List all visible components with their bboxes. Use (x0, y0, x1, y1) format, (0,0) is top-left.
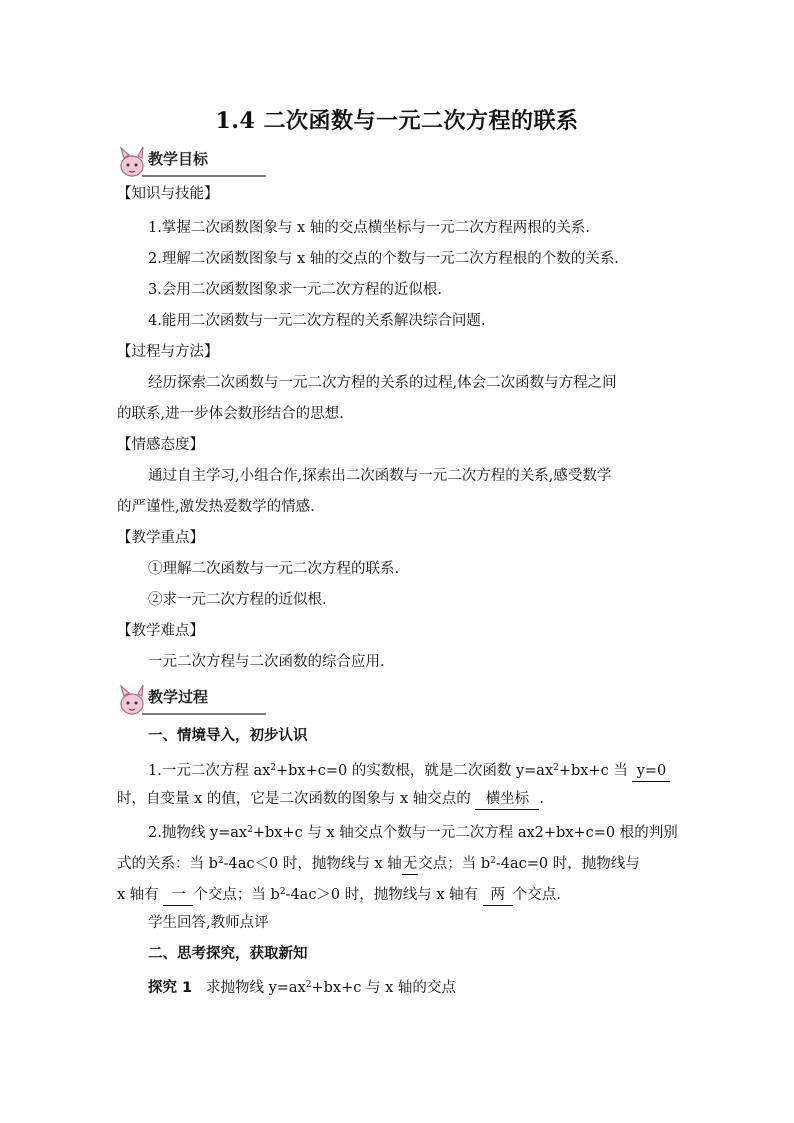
heading-key-points: 【教学重点】 (117, 530, 204, 546)
badge-label: 教学过程 (148, 688, 209, 706)
section-badge-process (118, 684, 268, 718)
emotion-text: 通过自主学习,小组合作,探索出二次函数与一元二次方程的关系,感受数学 (148, 468, 612, 484)
paragraph-2-line-3: x 轴有 一 个交点；当 $b^2-4ac>0$ 时，抛物线与 x 轴有 两 个交点. (117, 882, 561, 906)
key-point-item: ①理解二次函数与一元二次方程的联系. (148, 561, 400, 577)
emotion-text: 的严谨性,激发热爱数学的情感. (117, 499, 315, 515)
method-text: 经历探索二次函数与一元二次方程的关系的过程,体会二次函数与方程之间 (148, 375, 617, 391)
answer-blank: 横坐标 (475, 789, 539, 810)
answer-blank: 一 (163, 885, 193, 906)
paragraph-1-line-1: 1.一元二次方程 $ax^2+bx+c=0$ 的实数根，就是二次函数 $y=ax^2+bx+c$ 当 y=0 (148, 758, 670, 782)
knowledge-item: 4.能用二次函数与一元二次方程的关系解决综合问题. (148, 313, 486, 329)
mascot-icon (118, 684, 152, 718)
section-heading-1: 一、情境导入，初步认识 (148, 728, 308, 744)
paragraph-1-line-2: 时，自变量 x 的值，它是二次函数的图象与 x 轴交点的 横坐标 . (117, 789, 544, 810)
answer-blank: 无 (402, 854, 419, 875)
method-text: 的联系,进一步体会数形结合的思想. (117, 406, 344, 422)
feedback-text: 学生回答,教师点评 (148, 915, 269, 931)
answer-blank: y=0 (632, 761, 670, 782)
heading-emotion: 【情感态度】 (117, 437, 204, 453)
key-point-item: ②求一元二次方程的近似根. (148, 592, 327, 608)
answer-blank: 两 (483, 885, 513, 906)
knowledge-item: 2.理解二次函数图象与 x 轴的交点的个数与一元二次方程根的个数的关系. (148, 251, 619, 267)
explore-line: 探究 1 求抛物线 $y=ax^2+bx+c$ 与 x 轴的交点 (148, 980, 456, 996)
knowledge-item: 1.掌握二次函数图象与 x 轴的交点横坐标与一元二次方程两根的关系. (148, 220, 590, 236)
page-title: 1.4 二次函数与一元二次方程的联系 (215, 108, 579, 134)
section-badge-objectives (118, 146, 268, 180)
paragraph-2-line-1: 2.抛物线 $y=ax^2+bx+c$ 与 x 轴交点个数与一元二次方程 ax2+bx+c=0 根的判别 (148, 825, 678, 841)
heading-method: 【过程与方法】 (117, 344, 219, 360)
heading-knowledge: 【知识与技能】 (117, 186, 219, 202)
section-heading-2: 二、思考探究，获取新知 (148, 946, 308, 962)
knowledge-item: 3.会用二次函数图象求一元二次方程的近似根. (148, 282, 442, 298)
paragraph-2-line-2: 式的关系：当 $b^2-4ac<0$ 时，抛物线与 x 轴无交点；当 $b^2-4ac=0$ 时，抛物线与 (117, 851, 640, 875)
badge-label: 教学目标 (148, 150, 209, 168)
heading-difficulty: 【教学难点】 (117, 623, 204, 639)
mascot-icon (118, 146, 152, 180)
explore-label: 探究 1 (148, 980, 193, 996)
difficulty-text: 一元二次方程与二次函数的综合应用. (148, 654, 385, 670)
